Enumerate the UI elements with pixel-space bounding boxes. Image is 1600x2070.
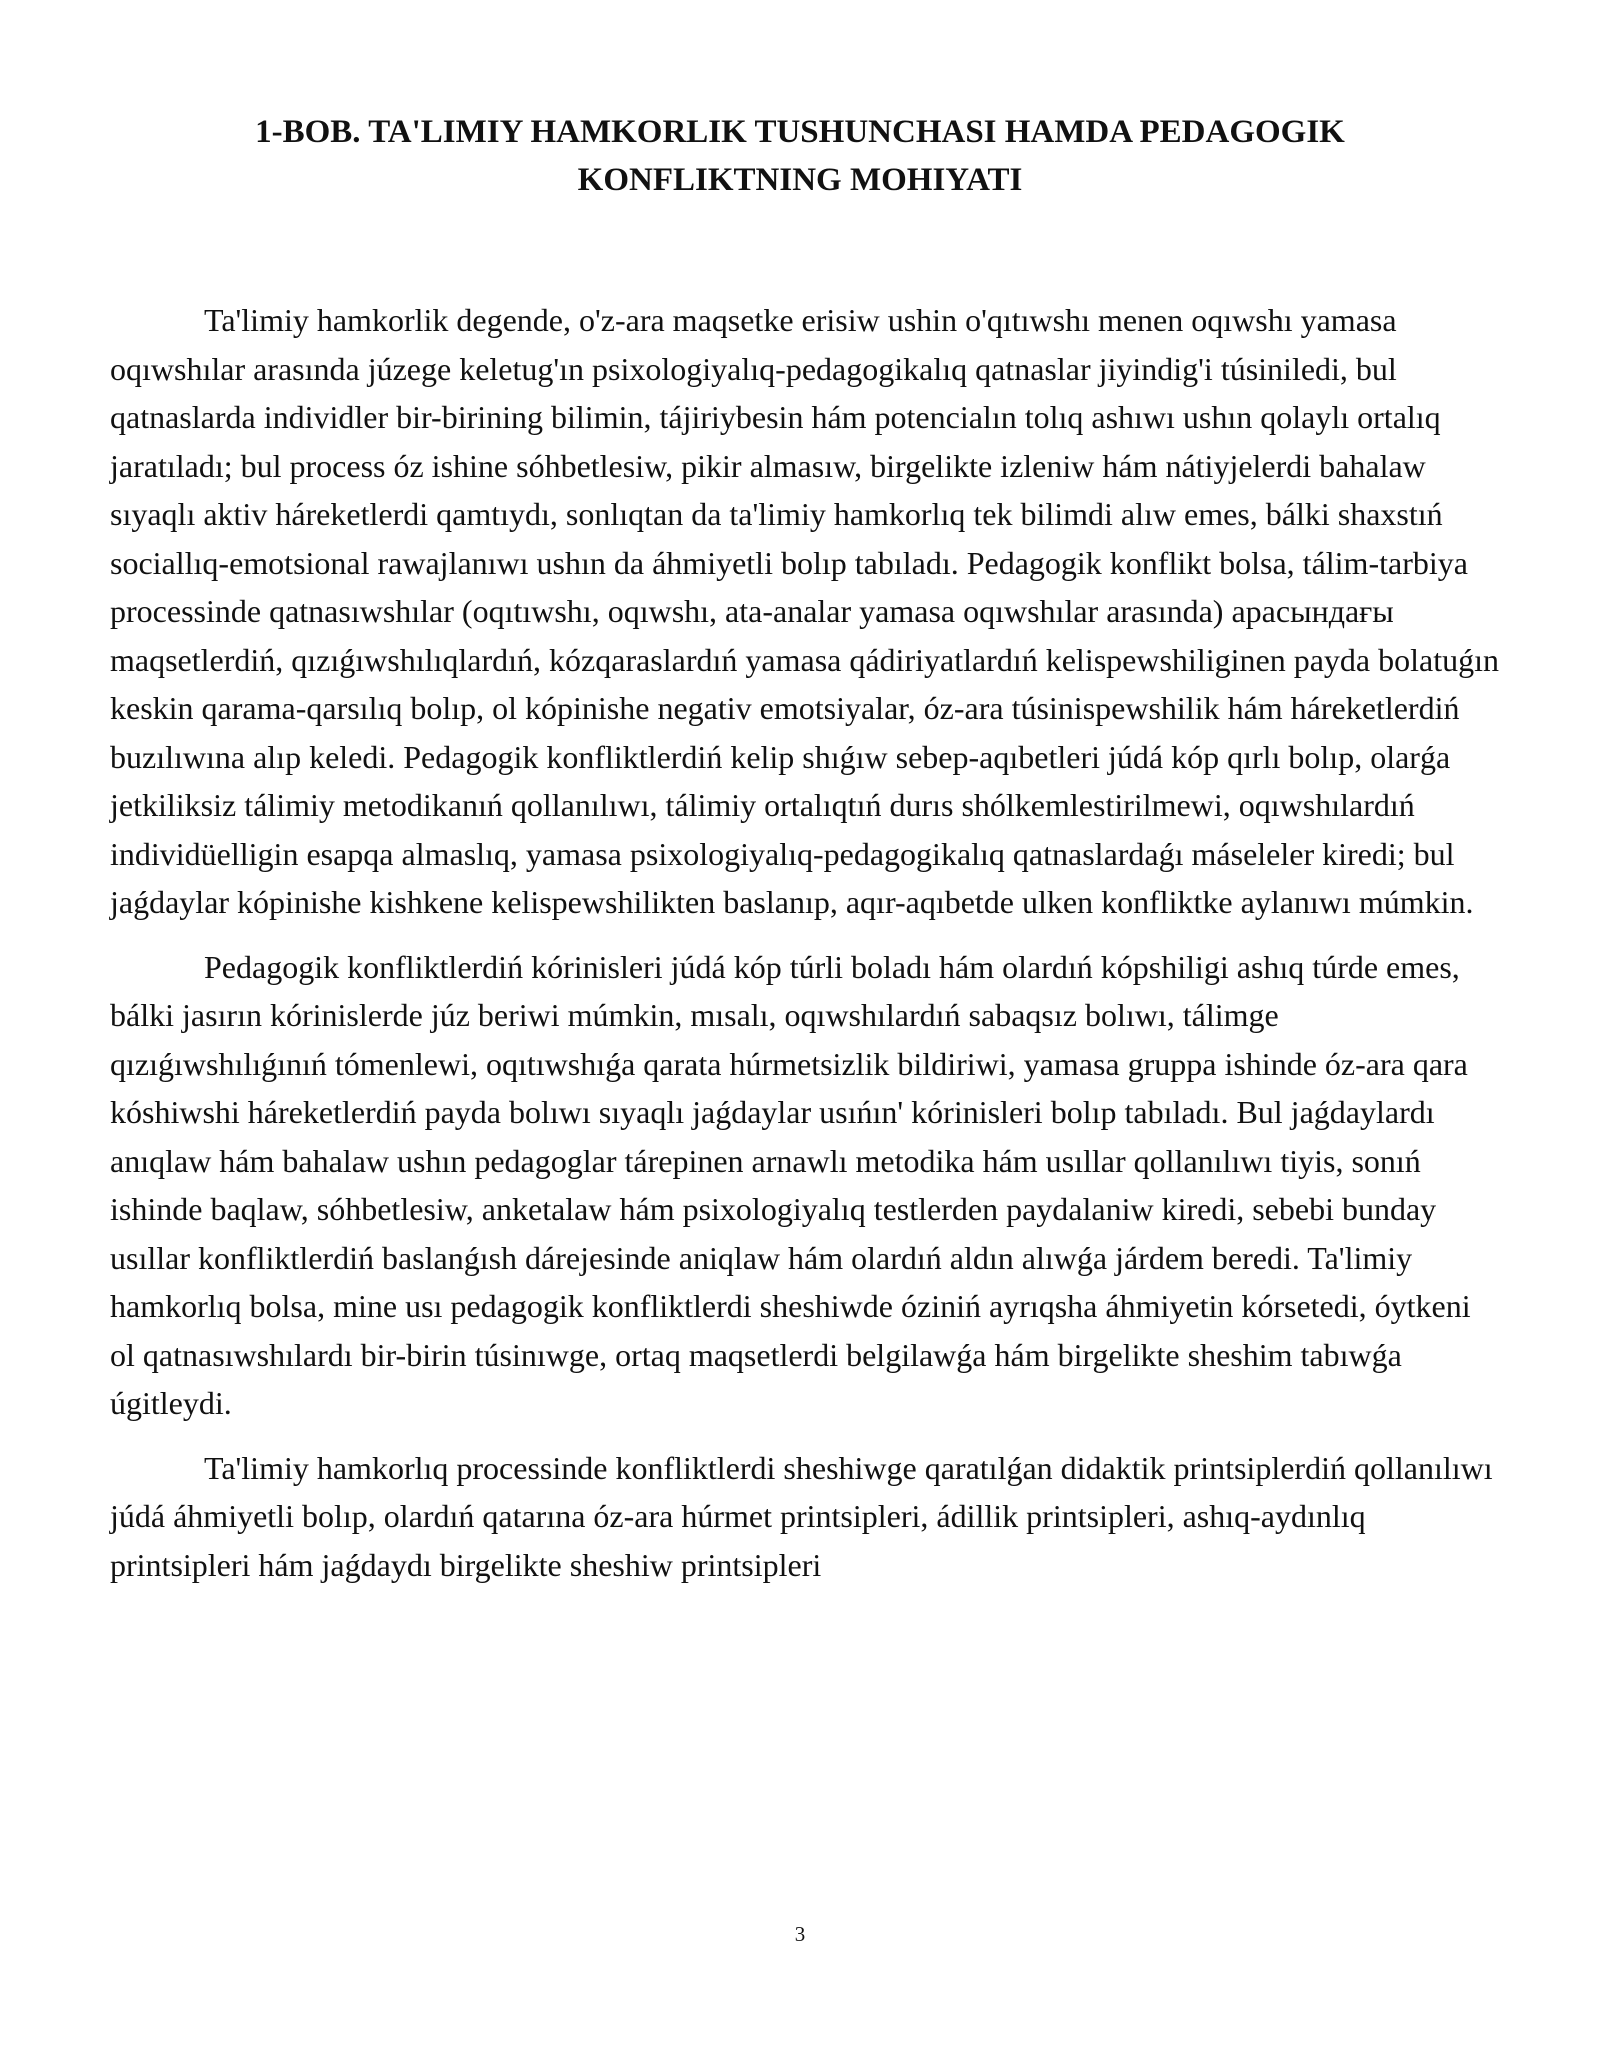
paragraph-3: Ta'limiy hamkorlıq processinde konfliktlerdi sheshiwge qaratılǵan didaktik printsiplerdiń qollanılıwı júdá áhmiyetli bolıp, olardıń qatarına óz-ara húrmet printsipleri, ádillik printsipleri, ashıq-aydınlıq printsipleri hám jaǵdaydı birgelikte sheshiw printsipleri	[110, 1449, 1493, 1583]
chapter-title-line-2: KONFLIKTNING MOHIYATI	[577, 162, 1023, 198]
paragraph-1: Ta'limiy hamkorlik degende, o'z-ara maqsetke erisiw ushin o'qıtıwshı menen oqıwshı yamasa oqıwshılar arasında júzege keletug'ın psixologiyalıq-pedagogikalıq qatnaslar jiyindig'i túsiniledi, bul qatnaslarda individler bir-birining bilimin, tájiriybesin hám potencialın tolıq ashıwı ushın qolaylı ortalıq jaratıladı; bul process óz ishine sóhbetlesiw, pikir almasıw, birgelikte izleniw hám nátiyjelerdi bahalaw sıyaqlı aktiv háreketlerdi qamtıydı, sonlıqtan da ta'limiy hamkorlıq tek bilimdi alıw emes, bálki shaxstıń sociallıq-emotsional rawajlanıwı ushın da áhmiyetli bolıp tabıladı. Pedagogik konflikt bolsa, tálim-tarbiya processinde qatnasıwshılar (oqıtıwshı, oqıwshı, ata-analar yamasa oqıwshılar arasında) арасындағы maqsetlerdiń, qızıǵıwshılıqlardıń, kózqaraslardıń yamasa qádiriyatlardıń kelispewshiliginen payda bolatuǵın keskin qarama-qarsılıq bolıp, ol kópinishe negativ emotsiyalar, óz-ara túsinispewshilik hám háreketlerdiń buzılıwına alıp keledi. Pedagogik konfliktlerdiń kelip shıǵıw sebep-aqıbetleri júdá kóp qırlı bolıp, olarǵa jetkiliksiz tálimiy metodikanıń qollanılıwı, tálimiy ortalıqtıń durıs shólkemlestirilmewi, oqıwshılardıń individüelligin esapqa almaslıq, yamasa psixologiyalıq-pedagogikalıq qatnaslardaǵı máseleler kiredi; bul jaǵdaylar kópinishe kishkene kelispewshilikten baslanıp, aqır-aqıbetde ulken konfliktke aylanıwı múmkin.	[110, 302, 1499, 920]
page-number: 3	[794, 1922, 806, 1946]
chapter-title-line-1: 1-BOB. TA'LIMIY HAMKORLIK TUSHUNCHASI HAMDA PEDAGOGIK	[255, 114, 1345, 150]
body-text	[110, 296, 1500, 1605]
paragraph-2: Pedagogik konfliktlerdiń kórinisleri júdá kóp túrli boladı hám olardıń kópshiligi ashıq túrde emes, bálki jasırın kórinislerde júz beriwi múmkin, mısalı, oqıwshılardıń sabaqsız bolıwı, tálimge qızıǵıwshılıǵınıń tómenlewi, oqıtıwshıǵa qarata húrmetsizlik bildiriwi, yamasa gruppa ishinde óz-ara qara kóshiwshi háreketlerdiń payda bolıwı sıyaqlı jaǵdaylar usıńın' kórinisleri bolıp tabıladı. Bul jaǵdaylardı anıqlaw hám bahalaw ushın pedagoglar tárepinen arnawlı metodika hám usıllar qollanılıwı tiyis, sonıń ishinde baqlaw, sóhbetlesiw, anketalaw hám psixologiyalıq testlerden paydalaniw kiredi, sebebi bunday usıllar konfliktlerdiń baslanǵısh dárejesinde aniqlaw hám olardıń aldın alıwǵa járdem beredi. Ta'limiy hamkorlıq bolsa, mine usı pedagogik konfliktlerdi sheshiwde óziniń ayrıqsha áhmiyetin kórsetedi, óytkeni ol qatnasıwshılardı bir-birin túsinıwge, ortaq maqsetlerdi belgilawǵa hám birgelikte sheshim tabıwǵa úgitleydi.	[110, 948, 1471, 1421]
chapter-title	[110, 108, 1490, 204]
